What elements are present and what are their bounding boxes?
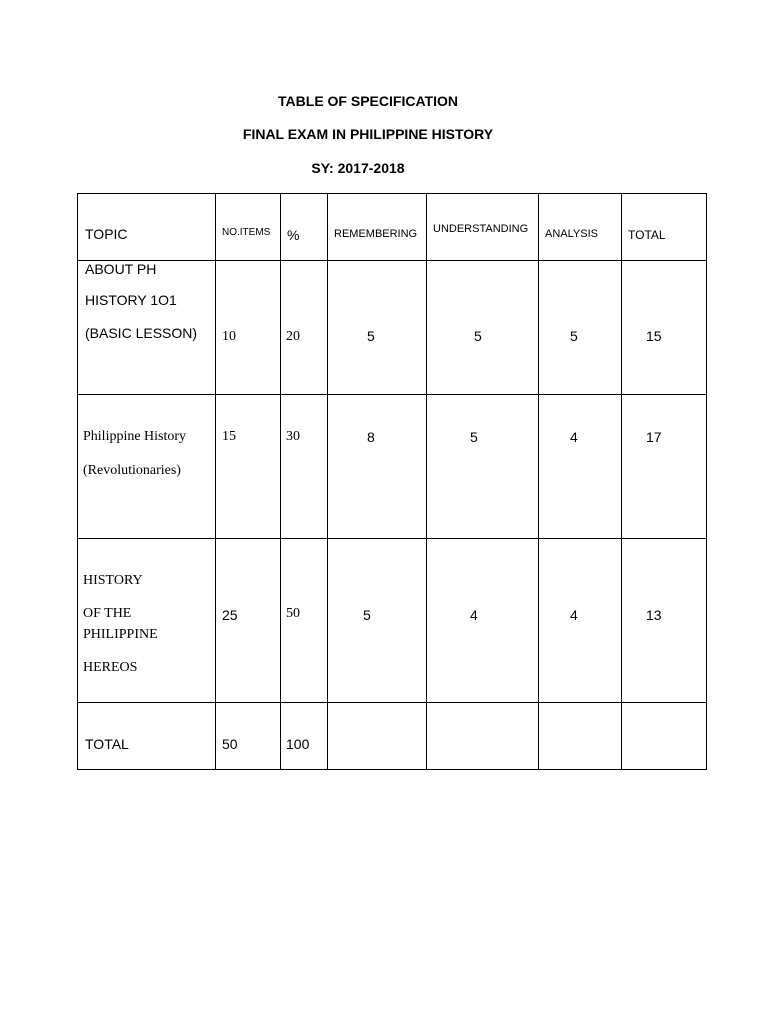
- header-analysis-cell: [539, 194, 622, 261]
- header-row: [78, 194, 707, 261]
- total-value: 17: [646, 429, 662, 445]
- remembering-value: 8: [367, 429, 375, 445]
- no-items-value: 25: [222, 607, 238, 623]
- analysis-value: 4: [570, 429, 578, 445]
- total-value: 15: [646, 328, 662, 344]
- understanding-value: 5: [474, 328, 482, 344]
- percent-value: 20: [286, 329, 300, 344]
- header-analysis: ANALYSIS: [545, 228, 598, 240]
- percent-cell: [281, 539, 328, 703]
- understanding-cell: [427, 261, 539, 395]
- total-cell: [622, 395, 707, 539]
- header-understanding: UNDERSTANDING: [433, 223, 529, 235]
- understanding-cell: [427, 539, 539, 703]
- header-topic-cell: [78, 194, 216, 261]
- header-total-cell: [622, 194, 707, 261]
- topic-line: (Revolutionaries): [83, 463, 181, 478]
- total-label-cell: [78, 703, 216, 770]
- total-percent-cell: [281, 703, 328, 770]
- understanding-value: 5: [470, 429, 478, 445]
- remembering-value: 5: [367, 328, 375, 344]
- analysis-value: 4: [570, 607, 578, 623]
- remembering-cell: [328, 395, 427, 539]
- total-label: TOTAL: [85, 736, 129, 752]
- header-percent-cell: [281, 194, 328, 261]
- topic-line: Philippine History: [83, 429, 187, 444]
- document-subtitle: FINAL EXAM IN PHILIPPINE HISTORY: [242, 126, 494, 142]
- header-percent: %: [287, 227, 300, 243]
- understanding-value: 4: [470, 607, 478, 623]
- no-items-value: 10: [222, 329, 236, 344]
- remembering-cell: [328, 261, 427, 395]
- topic-line: PHILIPPINE: [83, 627, 158, 642]
- topic-line: HISTORY: [83, 573, 143, 588]
- total-understanding-cell: [427, 703, 539, 770]
- percent-cell: [281, 395, 328, 539]
- analysis-value: 5: [570, 328, 578, 344]
- topic-cell: [78, 539, 216, 703]
- topic-line: HISTORY 1O1: [85, 292, 177, 308]
- total-value: 13: [646, 607, 662, 623]
- remembering-value: 5: [363, 607, 371, 623]
- header-understanding-cell: [427, 194, 539, 261]
- percent-value: 50: [286, 606, 300, 621]
- no-items-cell: [216, 539, 281, 703]
- total-remembering-cell: [328, 703, 427, 770]
- table-row: [78, 261, 707, 395]
- header-no-items: NO.ITEMS: [222, 227, 271, 238]
- header-remembering: REMEMBERING: [334, 228, 418, 240]
- topic-cell: [78, 395, 216, 539]
- total-cell: [622, 539, 707, 703]
- understanding-cell: [427, 395, 539, 539]
- topic-line: (BASIC LESSON): [85, 325, 198, 341]
- total-analysis-cell: [539, 703, 622, 770]
- document-title: TABLE OF SPECIFICATION: [278, 93, 458, 109]
- percent-cell: [281, 261, 328, 395]
- no-items-cell: [216, 395, 281, 539]
- total-percent: 100: [286, 736, 310, 752]
- topic-line: OF THE: [83, 606, 132, 621]
- analysis-cell: [539, 395, 622, 539]
- percent-value: 30: [286, 429, 300, 444]
- no-items-cell: [216, 261, 281, 395]
- total-row: [78, 703, 707, 770]
- header-topic: TOPIC: [85, 226, 128, 242]
- school-year: SY: 2017-2018: [311, 160, 405, 176]
- total-no-items-cell: [216, 703, 281, 770]
- header-no-items-cell: [216, 194, 281, 261]
- table-row: [78, 539, 707, 703]
- total-no-items: 50: [222, 736, 238, 752]
- analysis-cell: [539, 539, 622, 703]
- topic-line: ABOUT PH: [85, 261, 157, 277]
- analysis-cell: [539, 261, 622, 395]
- remembering-cell: [328, 539, 427, 703]
- total-cell: [622, 261, 707, 395]
- table-row: [78, 395, 707, 539]
- topic-line: HEREOS: [83, 660, 138, 675]
- total-total-cell: [622, 703, 707, 770]
- header-remembering-cell: [328, 194, 427, 261]
- topic-cell: [78, 261, 216, 395]
- specification-table: [77, 193, 707, 770]
- no-items-value: 15: [222, 429, 236, 444]
- header-total: TOTAL: [628, 228, 666, 242]
